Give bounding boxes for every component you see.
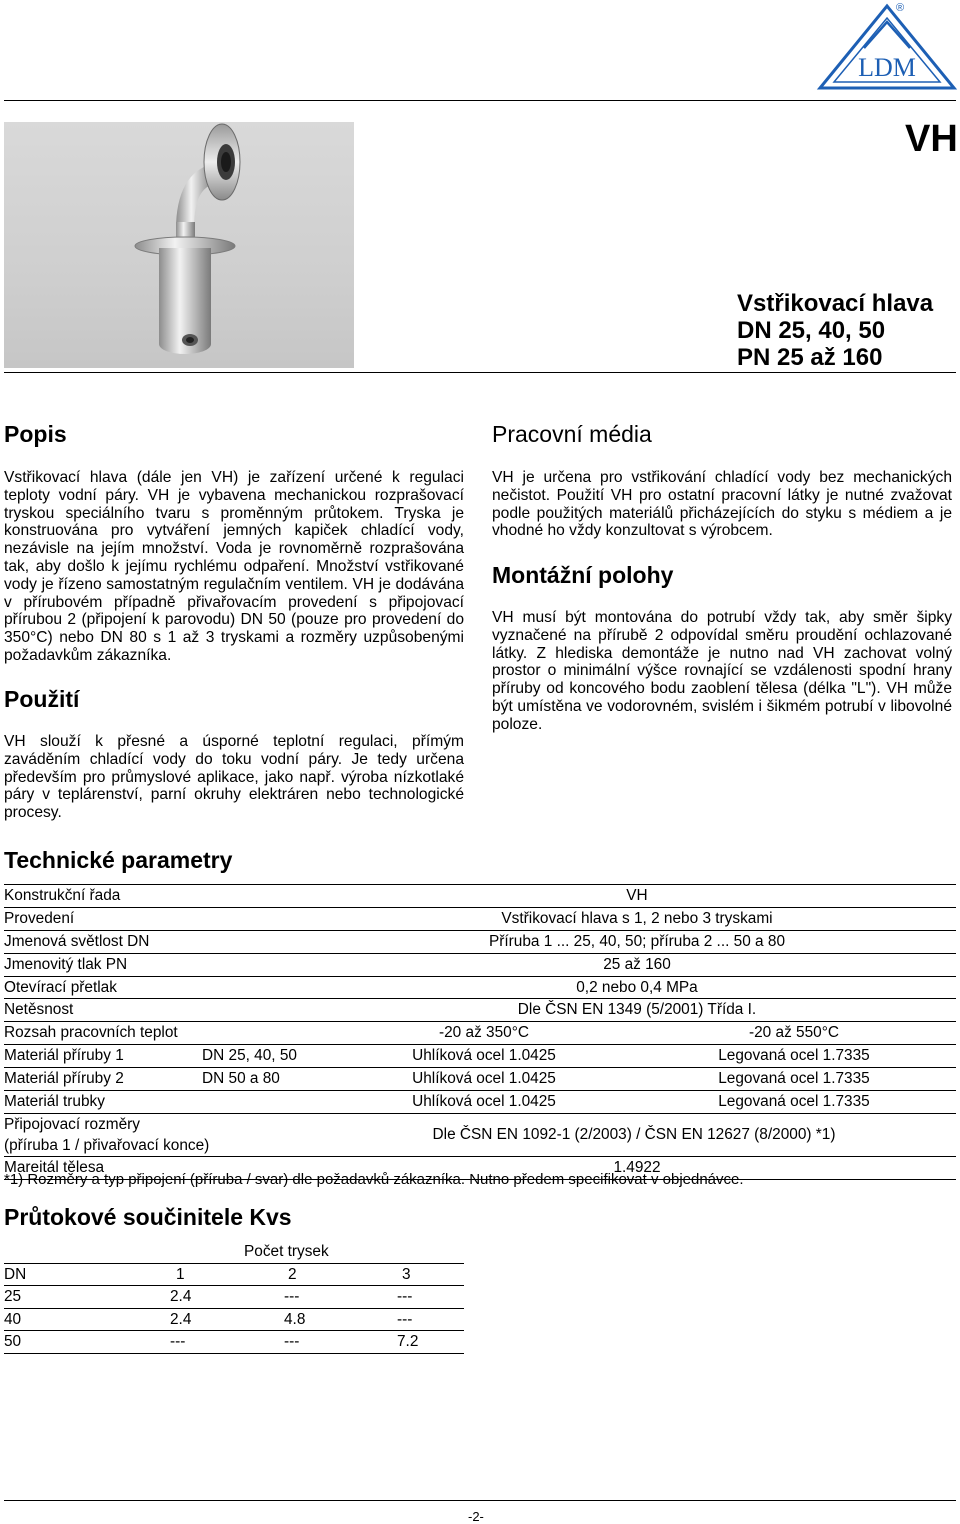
media-heading: Pracovní média: [492, 421, 652, 447]
row-sublabel: DN 50 a 80: [202, 1070, 280, 1088]
kvs-cell-dn: 40: [4, 1310, 22, 1328]
table-row: [4, 1022, 956, 1045]
row-value: VH: [626, 887, 648, 904]
row-value-alloy: Legovaná ocel 1.7335: [718, 1047, 870, 1065]
ldm-logo: [814, 2, 960, 94]
footer-rule: [4, 1500, 956, 1501]
kvs-table: [4, 1241, 464, 1354]
table-row: [4, 1068, 956, 1091]
kvs-cell-dn: 25: [4, 1288, 22, 1306]
row-label: Konstrukční řada: [4, 887, 121, 904]
row-label: Materiál příruby 2: [4, 1070, 124, 1088]
row-label: Otevírací přetlak: [4, 978, 117, 996]
montaz-text: VH musí být montována do potrubí vždy tak, aby směr šipky vyznačené na přírubě 2 odpovídal směru proudění ochlazované látky. Z hlediska demontáže je nutno nad VH zachovat volný prostor o minimální výšce rovnající se vzdálenosti spodní hrany příruby od koncového bodu zaoblení tělesa (délka "L"). VH může být umístěna ve vodorovném, svislém i šikmém potrubí v libovolné poloze.: [492, 609, 952, 733]
row-value-alloy: Legovaná ocel 1.7335: [718, 1070, 870, 1088]
row-value-alloy: Legovaná ocel 1.7335: [718, 1093, 870, 1111]
table-row: [4, 884, 956, 908]
title-rule: [4, 372, 956, 373]
kvs-group-header-row: [4, 1241, 464, 1264]
table-row: [4, 931, 956, 954]
row-value: Vstřikovací hlava s 1, 2 nebo 3 tryskami: [501, 909, 773, 927]
product-photo: [4, 122, 354, 368]
pouziti-text: VH slouží k přesné a úsporné teplotní regulaci, přímým zaváděním chladící vody do toku vodní páry. Je tedy určena především pro průmyslové aplikace, jako např. výroba nízkotlaké páry v teplárenství, parní okruhy elektráren nebo technologické procesy.: [4, 733, 464, 822]
table-row: [4, 954, 956, 977]
row-label: Netěsnost: [4, 1001, 74, 1019]
row-label-2: (příruba 1 / přivařovací konce): [4, 1136, 210, 1154]
row-label: Materiál trubky: [4, 1093, 105, 1111]
kvs-header-dn: DN: [4, 1265, 27, 1283]
row-value: Dle ČSN EN 1349 (5/2001) Třída I.: [517, 1001, 757, 1019]
registered-mark: ®: [896, 2, 905, 14]
table-row: [4, 1091, 956, 1114]
table-row: [4, 1309, 464, 1332]
popis-text: Vstřikovací hlava (dále jen VH) je zařízení určené k regulaci teploty vodní páry. VH je vybavena mechanickou rozprašovací tryskou speciálního tvaru s proměnným průtokem. Tryska je konstruována pro vytváření jemných kapiček chladící vody, nezávisle na jejím množství. Voda je rovnoměrně rozprašována tak, aby došlo k jejímu rychlému odpaření. Množství vstřikované vody je řízeno samostatným regulačním ventilem. VH je dodávána v přírubovém případně přivařovacím provedení s připojovací přírubou 2 (připojení k parovodu) DN 50 (pouze pro provedení do 350°C) nebo DN 80 s 1 až 3 tryskami a rozměry uzpůsobenými požadavkům zákazníka.: [4, 469, 464, 664]
row-label: Rozsah pracovních teplot: [4, 1024, 178, 1042]
row-label: Jmenovitý tlak PN: [4, 955, 128, 973]
product-code: VH: [905, 118, 958, 160]
kvs-cell: 7.2: [397, 1333, 419, 1351]
row-value: Dle ČSN EN 1092-1 (2/2003) / ČSN EN 12627 (8/2000) *1): [432, 1125, 836, 1143]
table-row: [4, 1114, 956, 1157]
tech-table: [4, 884, 956, 1180]
row-sublabel: DN 25, 40, 50: [202, 1047, 297, 1065]
kvs-cell: 2.4: [170, 1310, 192, 1328]
kvs-cell-dn: 50: [4, 1333, 22, 1351]
header-rule: [4, 100, 956, 101]
pouziti-heading: Použití: [4, 686, 80, 712]
page-number: -2-: [468, 1509, 484, 1524]
tech-heading: Technické parametry: [4, 847, 233, 873]
kvs-heading: Průtokové součinitele Kvs: [4, 1204, 292, 1230]
kvs-group-header: Počet trysek: [244, 1243, 329, 1260]
row-value-carbon: Uhlíková ocel 1.0425: [412, 1047, 556, 1065]
spray-head-illustration: [4, 122, 354, 368]
montaz-heading: Montážní polohy: [492, 562, 674, 588]
product-title: [737, 290, 933, 371]
row-label: Provedení: [4, 909, 75, 927]
table-row: [4, 999, 956, 1022]
kvs-cell: ---: [170, 1333, 186, 1351]
row-value: Příruba 1 ... 25, 40, 50; příruba 2 ... 50 a 80: [488, 932, 786, 950]
popis-heading: Popis: [4, 421, 67, 447]
title-line-1: Vstřikovací hlava: [737, 290, 934, 317]
kvs-header-2: 2: [288, 1265, 297, 1283]
kvs-cell: ---: [397, 1310, 413, 1328]
title-line-3: PN 25 až 160: [737, 344, 883, 371]
kvs-cell: ---: [284, 1288, 300, 1306]
row-value-carbon: Uhlíková ocel 1.0425: [412, 1093, 556, 1111]
row-label: Materiál příruby 1: [4, 1047, 124, 1065]
kvs-header-3: 3: [402, 1265, 411, 1283]
row-label: Jmenová světlost DN: [4, 932, 150, 950]
kvs-cell: 2.4: [170, 1288, 192, 1306]
row-label: Připojovací rozměry: [4, 1115, 140, 1133]
row-label: Mareitál tělesa: [4, 1158, 105, 1176]
table-row: [4, 1045, 956, 1068]
row-value-carbon: Uhlíková ocel 1.0425: [412, 1070, 556, 1088]
table-row: [4, 908, 956, 931]
kvs-cell: 4.8: [284, 1310, 306, 1328]
row-value-carbon: -20 až 350°C: [439, 1024, 529, 1042]
row-value-alloy: -20 až 550°C: [749, 1024, 839, 1042]
kvs-cell: ---: [284, 1333, 300, 1351]
logo-text: LDM: [858, 53, 916, 82]
tech-footnote: *1) Rozměry a typ připojení (příruba / svar) dle požadavků zákazníka. Nutno předem specifikovat v objednávce.: [4, 1171, 744, 1188]
row-value: 25 až 160: [603, 955, 671, 973]
table-row: [4, 977, 956, 1000]
table-row: [4, 1286, 464, 1309]
kvs-header-1: 1: [176, 1265, 185, 1283]
media-text: VH je určena pro vstřikování chladící vody bez mechanických nečistot. Použití VH pro ostatní pracovní látky je nutné zvažovat podle použitých materiálů přicházejících do styku s médiem a je vhodné ho vždy konzultovat s výrobcem.: [492, 469, 952, 540]
row-value: 1.4922: [613, 1158, 661, 1176]
table-row: [4, 1331, 464, 1354]
kvs-header-row: [4, 1264, 464, 1287]
title-line-2: DN 25, 40, 50: [737, 317, 886, 344]
row-value: 0,2 nebo 0,4 MPa: [576, 978, 698, 996]
kvs-cell: ---: [397, 1288, 413, 1306]
